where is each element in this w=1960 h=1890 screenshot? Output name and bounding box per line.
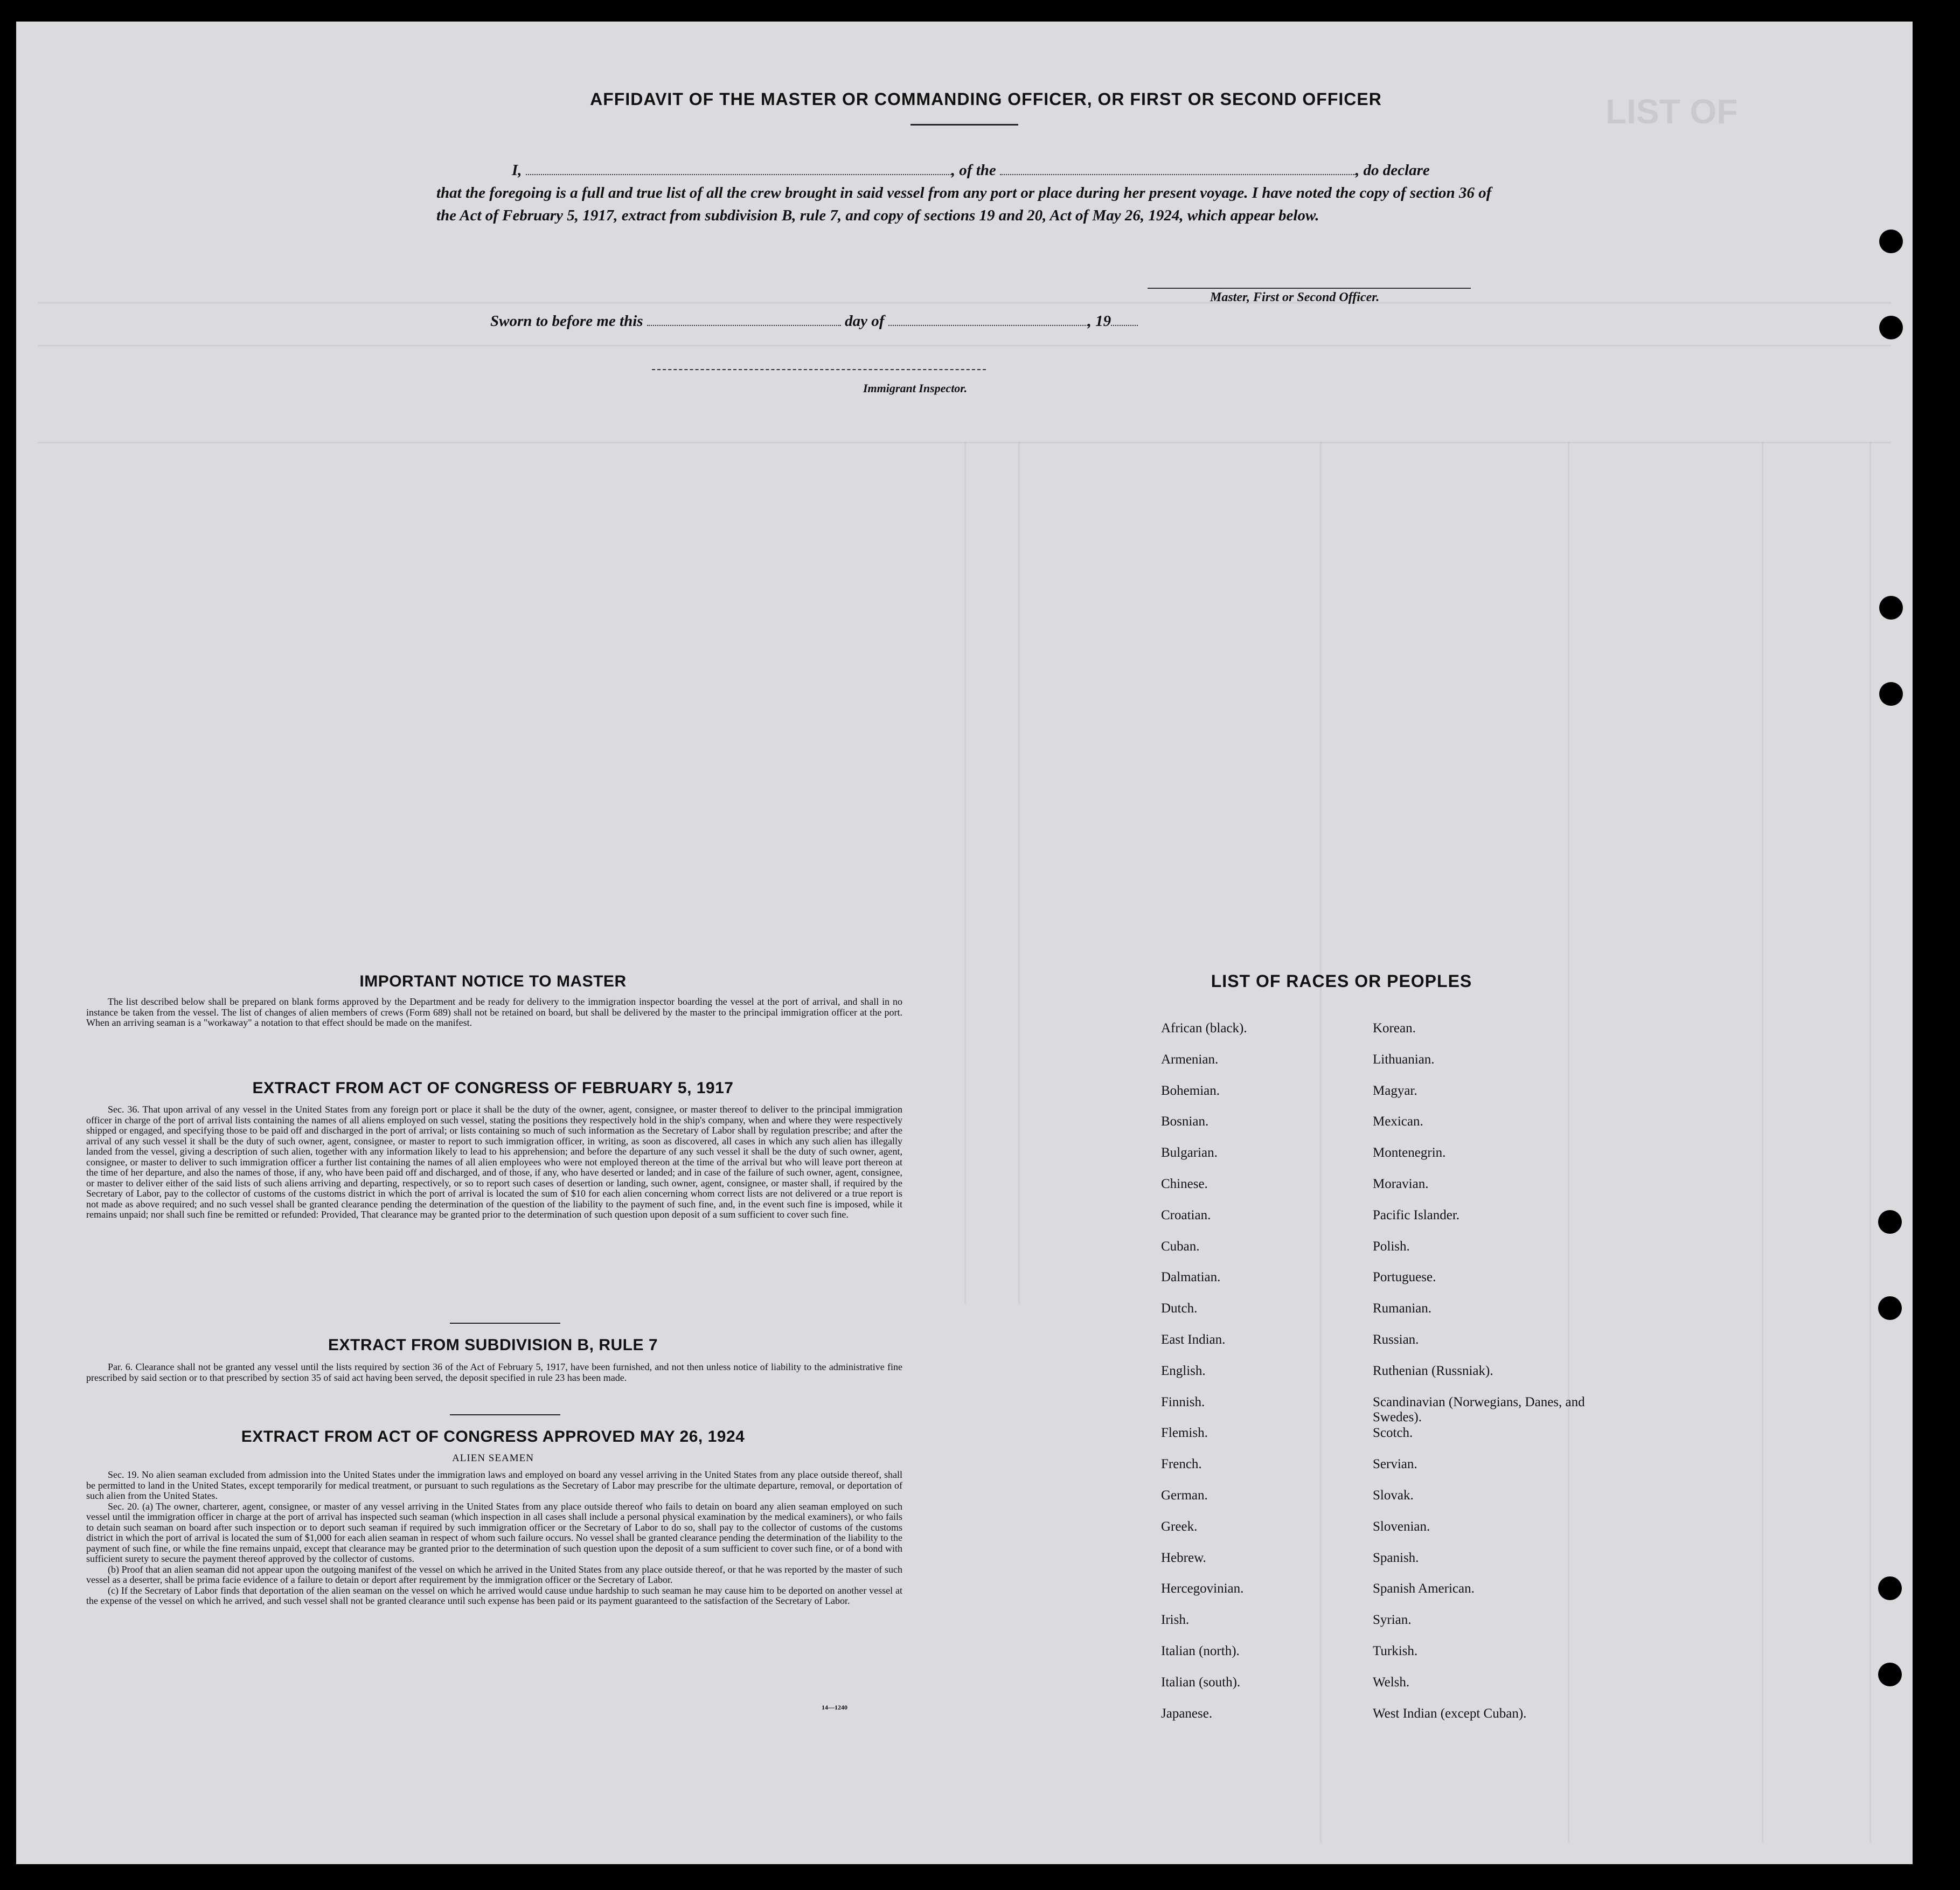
- race-item: Montenegrin.: [1373, 1145, 1446, 1161]
- race-item: Spanish.: [1373, 1550, 1419, 1565]
- affidavit-statement: that the foregoing is a full and true list of all the crew brought in said vessel from any port or place during her present voyage. I have noted the copy of section 36 of the Act of February 5, 1917, extract from subdivision B, rule 7, and copy of sections 19 and 20, Act of May 26, 1924, which appear below.: [436, 184, 1492, 224]
- sec-20b-paragraph: (b) Proof that an alien seaman did not appear upon the outgoing manifest of the vessel on which he arrived in the United States from any place outside thereof, or that he was reported by the master of such vessel as a deserter, shall be prima facie evidence of a failure to detain or deport after requirement by the immigration officer or the Secretary of Labor.: [86, 1564, 902, 1585]
- extract-1924-subtitle: ALIEN SEAMEN: [452, 1453, 534, 1464]
- races-left-column: [1161, 1021, 1247, 1737]
- affidavit-of-the: , of the: [951, 162, 996, 179]
- race-item: Greek.: [1161, 1519, 1198, 1534]
- affidavit-title: AFFIDAVIT OF THE MASTER OR COMMANDING OFFICER, OR FIRST OR SECOND OFFICER: [590, 89, 1382, 109]
- punch-hole: [1878, 1663, 1902, 1686]
- race-item: Croatian.: [1161, 1207, 1211, 1222]
- extract-rule7-title: EXTRACT FROM SUBDIVISION B, RULE 7: [328, 1336, 658, 1354]
- sworn-day-blank[interactable]: [647, 314, 841, 326]
- race-item: Bosnian.: [1161, 1114, 1209, 1129]
- sworn-line: [490, 312, 1138, 330]
- race-item: Bohemian.: [1161, 1083, 1220, 1098]
- race-item: African (black).: [1161, 1021, 1247, 1036]
- punch-hole: [1878, 1210, 1902, 1234]
- race-item: Rumanian.: [1373, 1301, 1432, 1316]
- race-item: Bulgarian.: [1161, 1145, 1218, 1161]
- race-item: Welsh.: [1373, 1674, 1410, 1690]
- race-item: Japanese.: [1161, 1706, 1213, 1721]
- race-item: West Indian (except Cuban).: [1373, 1706, 1527, 1721]
- sworn-text: Sworn to before me this: [490, 312, 643, 330]
- race-item: Turkish.: [1373, 1643, 1418, 1658]
- race-item: Servian.: [1373, 1457, 1417, 1472]
- extract-rule7-paragraph: Par. 6. Clearance shall not be granted any vessel until the lists required by section 36 of the Act of February 5, 1917, have been furnished, and not then unless notice of liability to the administrative fine prescribed by said section or to that prescribed by section 35 of said act having been served, the deposit specified in rule 23 has been made.: [86, 1361, 902, 1383]
- race-item: Syrian.: [1373, 1613, 1412, 1628]
- race-item: Moravian.: [1373, 1176, 1429, 1191]
- race-item: Russian.: [1373, 1332, 1419, 1347]
- extract-1917-paragraph: Sec. 36. That upon arrival of any vessel in the United States from any foreign port or place it shall be the duty of the owner, agent, consignee, or master thereof to deliver to the principal immigration officer in charge of the port of arrival lists containing the names of all aliens employed on such vessel, stating the positions they respectively hold in the ship's company, when and where they were respectively shipped or engaged, and specifying those to be paid off and discharged in the port of arrival; or lists containing so much of such information as the Secretary of Labor shall by regulation prescribe; and after the arrival of any such vessel it shall be the duty of such owner, agent, consignee, or master to report to such immigration officer, in writing, as soon as discovered, all cases in which any such alien has illegally landed from the vessel, giving a description of such alien, together with any information likely to lead to his apprehension; and before the departure of any such vessel it shall be the duty of such owner, agent, consignee, or master to deliver to such immigration officer a further list containing the names of all alien employees who were not employed thereon at the time of the arrival but who will leave port thereon at the time of her departure, and also the names of those, if any, who have been paid off and discharged, and of those, if any, who have deserted or landed; and in case of the failure of such owner, agent, consignee, or master to deliver either of the said lists of such aliens arriving and departing, respectively, or so to report such cases of desertion or landing, such owner, agent, consignee, or master shall, if required by the Secretary of Labor, pay to the collector of customs of the customs district in which the port of arrival is located the sum of $10 for each alien concerning whom correct lists are not delivered or a true report is not made as above required; and no such vessel shall be granted clearance pending the determination of the question of the liability to the payment of such fine, and, in the event such fine is imposed, while it remains unpaid; nor shall such fine be remitted or refunded: Provided, That clearance may be granted prior to the determination of such question upon deposit of a sum sufficient to cover such fine.: [86, 1104, 902, 1220]
- race-item: Finnish.: [1161, 1394, 1205, 1409]
- sec-20c-paragraph: (c) If the Secretary of Labor finds that deportation of the alien seaman on the vessel on which he arrived would cause undue hardship to such seaman he may cause him to be deported on another vessel at the expense of the vessel on which he arrived, and such vessel shall not be granted clearance until such expense has been paid or its payment guaranteed to the satisfaction of the Secretary of Labor.: [86, 1585, 902, 1606]
- master-caption: Master, First or Second Officer.: [1210, 290, 1380, 304]
- race-item: Italian (south).: [1161, 1674, 1241, 1690]
- sworn-day-of: day of: [845, 312, 885, 330]
- sec-20a-paragraph: Sec. 20. (a) The owner, charterer, agent, consignee, or master of any vessel arriving in the United States from any place outside thereof who fails to detain on board any alien seaman employed on such vessel until the immigration officer in charge at the port of arrival has inspected such seaman (which inspection in all cases shall include a personal physical examination by the medical examiners), or who fails to detain such seaman on board after such inspection or to deport such seaman if required by such immigration officer or the Secretary of Labor to do so, shall pay to the collector of customs of the customs district in which the port of arrival is located the sum of $1,000 for each alien seaman in respect of whom such failure occurs. No vessel shall be granted clearance pending the determination of the liability to the payment of such fine, or while the fine remains unpaid, except that clearance may be granted prior to the determination of such question upon the deposit of a sum sufficient to cover such fine, or of a bond with sufficient surety to secure the payment thereof approved by the collector of customs.: [86, 1500, 903, 1564]
- punch-hole: [1878, 1296, 1902, 1320]
- extract-1924-title: EXTRACT FROM ACT OF CONGRESS APPROVED MAY 26, 1924: [241, 1428, 745, 1446]
- race-item: Scandinavian (Norwegians, Danes, and Swedes).: [1373, 1394, 1585, 1425]
- race-item: Magyar.: [1373, 1083, 1417, 1098]
- notice-paragraph: The list described below shall be prepared on blank forms approved by the Department and be ready for delivery to the immigration inspector boarding the vessel at the port of arrival, and shall in no instance be taken from the vessel. The list of changes of alien members of crews (Form 689) shall not be retained on board, but shall be delivered by the master to the principal immigration officer at the port. When an arriving seaman is a "workaway" a notation to that effect should be made on the manifest.: [86, 996, 902, 1028]
- title-divider: [911, 124, 1018, 126]
- extract-1924-text: [86, 1470, 902, 1607]
- notice-text: [86, 997, 902, 1029]
- name-blank[interactable]: [526, 163, 951, 175]
- form-number: 14—1240: [822, 1704, 847, 1711]
- race-item: Flemish.: [1161, 1426, 1208, 1441]
- affidavit-declaration-line: [512, 159, 1514, 182]
- document-page: LIST OF AFFIDAVIT OF THE MASTER OR COMMANDING OFFICER, OR FIRST OR SECOND OFFICER I, , of the , do declare that the foregoing is a full and true list of all the crew brought in said vessel from any port or place during her present voyage. I have noted the copy of section 36 of the Act of February 5, 1917, extract from subdivision B, rule 7, and copy of sections 19 and 20, Act of May 26, 1924, which appear below. Master, First or Second Officer. Sworn to before me this day of , 19 Immigrant Inspector. IMPORTANT NOTICE TO MASTER The list described below shall be prepared on blank forms approved by the Department and be ready for delivery to the immigration inspector boarding the vessel at the port of arrival, and shall in no instance be taken from the vessel. The list of changes of alien members of crews (Form 689) shall not be retained on board, but shall be delivered by the master to the principal immigration officer at the port. When an arriving seaman is a "workaway" a notation to that effect should be made on the manifest. EXTRACT FROM ACT OF CONGRESS OF FEBRUARY 5, 1917 Sec. 36. That upon arrival of any vessel in the United States from any foreign port or place it shall be the duty of the owner, agent, consignee, or master thereof to deliver to the principal immigration officer in charge of the port of arrival lists containing the names of all aliens employed on such vessel, stating the positions they respectively hold in the ship's company, when and where they were respectively shipped or engaged, and specifying those to be paid off and discharged in the port of arrival; or lists containing so much of such information as the Secretary of Labor shall by regulation prescribe; and after the arrival of any such vessel it shall be the duty of such owner, agent, consignee, or master to report to such immigration officer, in writing, as soon as discovered, all cases in which any such alien has illegally landed from the vessel, giving a description of such alien, together with any information likely to lead to his apprehension; and before the departure of any such vessel it shall be the duty of such owner, agent, consignee, or master to deliver to such immigration officer a further list containing the names of all alien employees who were not employed thereon at the time of the arrival but who will leave port thereon at the time of her departure, and also the names of those, if any, who have been paid off and discharged, and of those, if any, who have deserted or landed; and in case of the failure of such owner, agent, consignee, or master to deliver either of the said lists of such aliens arriving and departing, respectively, or so to report such cases of desertion or landing, such owner, agent, consignee, or master shall, if required by the Secretary of Labor, pay to the collector of customs of the customs district in which the port of arrival is located the sum of $10 for each alien concerning whom correct lists are not delivered or a true report is not made as above required; and no such vessel shall be granted clearance pending the determination of the question of the liability to the payment of such fine, and, in the event such fine is imposed, while it remains unpaid; nor shall such fine be remitted or refunded: Provided, That clearance may be granted prior to the determination of such question upon deposit of a sum sufficient to cover such fine. EXTRACT FROM SUBDIVISION B, RULE 7 Par. 6. Clearance shall not be granted any vessel until the lists required by section 36 of the Act of February 5, 1917, have been furnished, and not then unless notice of liability to the administrative fine prescribed by said section or to that prescribed by section 35 of said act having been served, the deposit specified in rule 23 has been made. EXTRACT FROM ACT OF CONGRESS APPROVED MAY 26, 1924 ALIEN SEAMEN Sec. 19. No alien seaman excluded from admission into the United States under the immigration laws and employed on board any vessel arriving in the United States from any place outside thereof, shall be permitted to land in the United States, except temporarily for medical treatment, or pursuant to such regulations as the Secretary of Labor may prescribe for the ultimate departure, removal, or deportation of such alien from the United States. Sec. 20. (a) The owner, charterer, agent, consignee, or master of any vessel arriving in the United States from any place outside thereof who fails to detain on board any alien seaman employed on such vessel until the immigration officer in charge at the port of arrival has inspected such seaman (which inspection in all cases shall include a personal physical examination by the medical examiners), or who fails to detain such seaman on board after such inspection or to deport such seaman if required by such immigration officer or the Secretary of Labor to do so, shall pay to the collector of customs of the customs district in which the port of arrival is located the sum of $1,000 for each alien seaman in respect of whom such failure occurs. No vessel shall be granted clearance pending the determination of the liability to the payment of such fine, or while the fine remains unpaid, except that clearance may be granted prior to the determination of such question upon the deposit of a sum sufficient to cover such fine, or of a bond with sufficient surety to secure the payment thereof approved by the collector of customs. (b) Proof that an alien seaman did not appear upon the outgoing manifest of the vessel on which he arrived in the United States from any place outside thereof, or that he was reported by the master of such vessel as a deserter, shall be prima facie evidence of a failure to detain or deport after requirement by the immigration officer or the Secretary of Labor. (c) If the Secretary of Labor finds that deportation of the alien seaman on the vessel on which he arrived would cause undue hardship to such seaman he may cause him to be deported on another vessel at the expense of the vessel on which he arrived, and such vessel shall not be granted clearance until such expense has been paid or its payment guaranteed to the satisfaction of the Secretary of Labor. 14—1240 LIST OF RACES OR PEOPLES African (black). Armenian. Bohemian. Bosnian. Bulgarian. Chinese. Croatian. Cuban. Dalmatian. Dutch. East Indian. English. Finnish. Flemish. French. German. Greek. Hebrew. Hercegovinian. Irish. Italian (north). Italian (south). Japanese. Korean. Lithuanian. Magyar. Mexican. Montenegrin. Moravian. Pacific Islander. Polish. Portuguese. Rumanian. Russian. Ruthenian (Russniak). Scandinavian (Norwegians, Danes, and Swedes). Scotch. Servian. Slovak. Slovenian. Spanish. Spanish American. Syrian. Turkish. Welsh. West Indian (except Cuban).: [16, 22, 1913, 1864]
- race-item: Cuban.: [1161, 1239, 1200, 1254]
- race-item: Polish.: [1373, 1239, 1410, 1254]
- races-right-column: [1373, 1021, 1599, 1737]
- punch-hole: [1879, 682, 1903, 706]
- affidavit-declare: , do declare: [1356, 162, 1430, 179]
- sworn-year: , 19: [1087, 312, 1111, 330]
- race-item: Slovenian.: [1373, 1519, 1430, 1534]
- affidavit-i: I,: [512, 162, 522, 179]
- race-item: Dutch.: [1161, 1301, 1198, 1316]
- race-item: Hebrew.: [1161, 1550, 1206, 1565]
- sworn-year-blank[interactable]: [1111, 314, 1138, 326]
- race-item: Chinese.: [1161, 1176, 1208, 1191]
- sec-19-paragraph: Sec. 19. No alien seaman excluded from admission into the United States under the immigration laws and employed on board any vessel arriving in the United States from any place outside thereof, shall be permitted to land in the United States, except temporarily for medical treatment, or pursuant to such regulations as the Secretary of Labor may prescribe for the ultimate departure, removal, or deportation of such alien from the United States.: [86, 1469, 902, 1501]
- race-item: Portuguese.: [1373, 1270, 1436, 1285]
- divider-rule7: [450, 1414, 560, 1415]
- race-item: Korean.: [1373, 1021, 1416, 1036]
- race-item: Italian (north).: [1161, 1643, 1240, 1658]
- race-item: Hercegovinian.: [1161, 1581, 1244, 1596]
- punch-hole: [1879, 316, 1903, 339]
- race-item: Scotch.: [1373, 1426, 1413, 1441]
- race-item: East Indian.: [1161, 1332, 1226, 1347]
- race-item: Ruthenian (Russniak).: [1373, 1363, 1493, 1378]
- divider-1917: [450, 1323, 560, 1324]
- race-item: Pacific Islander.: [1373, 1207, 1460, 1222]
- race-item: Slovak.: [1373, 1488, 1414, 1503]
- inspector-signature-line[interactable]: [652, 369, 986, 370]
- races-title: LIST OF RACES OR PEOPLES: [1211, 971, 1472, 991]
- affidavit-body: [436, 159, 1514, 227]
- vessel-blank[interactable]: [1000, 163, 1356, 175]
- race-item: Dalmatian.: [1161, 1270, 1221, 1285]
- extract-1917-text: [86, 1104, 902, 1220]
- race-item: German.: [1161, 1488, 1208, 1503]
- extract-1917-title: EXTRACT FROM ACT OF CONGRESS OF FEBRUARY 5, 1917: [252, 1079, 734, 1097]
- race-item: Mexican.: [1373, 1114, 1423, 1129]
- race-item: English.: [1161, 1363, 1206, 1378]
- sworn-month-blank[interactable]: [888, 314, 1088, 326]
- race-item: French.: [1161, 1457, 1202, 1472]
- race-item: Lithuanian.: [1373, 1052, 1435, 1067]
- punch-hole: [1879, 596, 1903, 620]
- master-signature-line[interactable]: [1148, 288, 1471, 289]
- punch-hole: [1879, 230, 1903, 253]
- race-item: Spanish American.: [1373, 1581, 1475, 1596]
- race-item: Irish.: [1161, 1613, 1190, 1628]
- inspector-caption: Immigrant Inspector.: [863, 381, 968, 395]
- punch-hole: [1878, 1576, 1902, 1600]
- notice-title: IMPORTANT NOTICE TO MASTER: [359, 972, 627, 990]
- race-item: Armenian.: [1161, 1052, 1219, 1067]
- extract-rule7-text: [86, 1362, 902, 1383]
